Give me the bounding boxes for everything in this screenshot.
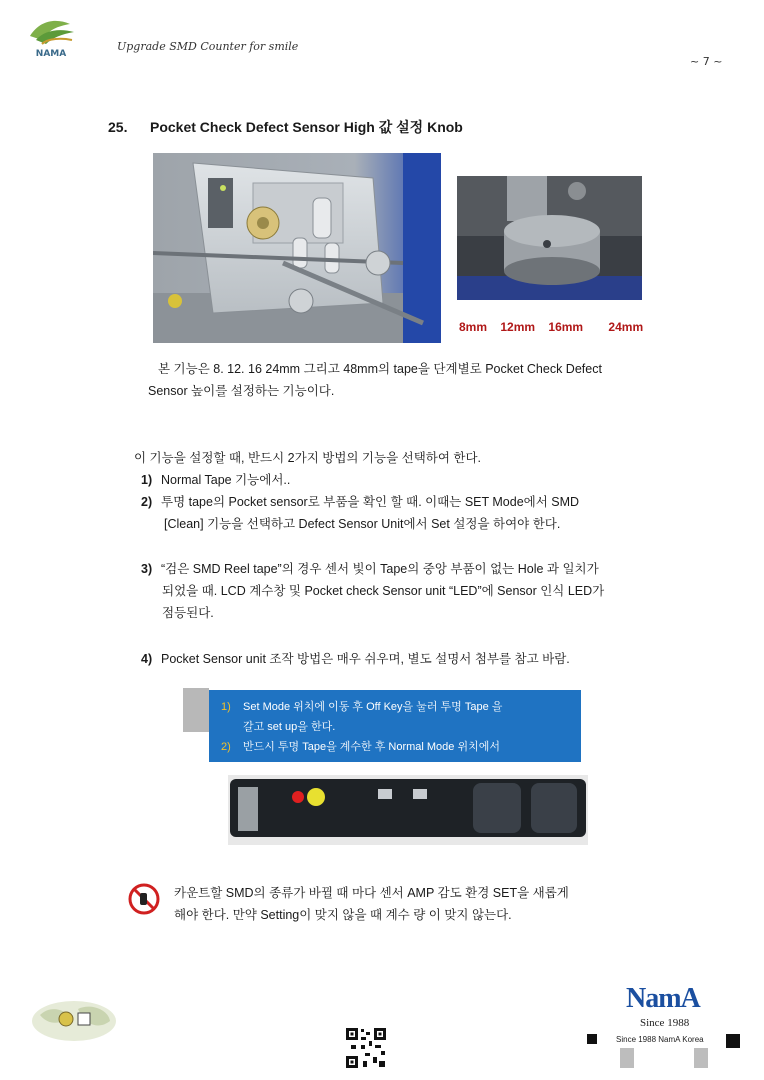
- since-text: Since 1988: [640, 1017, 690, 1029]
- box-line: Set Mode 위치에 이동 후 Off Key을 눌러 투명 Tape 을: [243, 701, 503, 713]
- sensor-unit-photo: [153, 153, 441, 343]
- page-number: ~ 7 ~: [690, 55, 723, 68]
- warning-line-2: 해야 한다. 만약 Setting이 맞지 않을 때 계수 량 이 맞지 않는다.: [174, 908, 512, 922]
- item-number: 4): [141, 652, 153, 666]
- footer-marker: [726, 1034, 740, 1048]
- section-heading: [108, 117, 463, 137]
- box-item-number: 2): [221, 741, 231, 753]
- since-small-text: Since 1988 NamA Korea: [616, 1035, 704, 1044]
- instruction-box: [209, 690, 581, 762]
- footer-marker: [587, 1034, 597, 1044]
- header-tagline: Upgrade SMD Counter for smile: [117, 40, 299, 53]
- svg-text:NAMA: NAMA: [35, 49, 67, 59]
- qr-code-icon: [345, 1027, 387, 1069]
- box-item-number: 1): [221, 701, 231, 713]
- item-text: 투명 tape의 Pocket sensor로 부품을 확인 할 때. 이때는 SET Mode에서 SMD: [161, 495, 580, 509]
- sensor-amp-photo: [228, 775, 588, 845]
- size-label: 24mm: [608, 320, 644, 334]
- world-map-logo-icon: [30, 995, 118, 1047]
- item-text: [Clean] 기능을 선택하고 Defect Sensor Unit에서 Set 설정을 하여야 한다.: [164, 517, 561, 531]
- list-item: [141, 648, 570, 670]
- item-text: 되었을 때. LCD 계수창 및 Pocket check Sensor unit “LED”에 Sensor 인식 LED가: [162, 584, 605, 598]
- knob-photo: [457, 176, 642, 300]
- list-item: [141, 469, 290, 491]
- item-text: “검은 SMD Reel tape”의 경우 센서 빛이 Tape의 중앙 부품이 없는 Hole 과 일치가: [161, 562, 599, 576]
- box-line: 반드시 투명 Tape을 계수한 후 Normal Mode 위치에서: [243, 741, 500, 753]
- size-label: 8mm: [459, 320, 488, 334]
- nama-logo-icon: [22, 14, 80, 60]
- size-label: 16mm: [548, 320, 584, 334]
- tape-size-labels: [459, 320, 653, 334]
- item-text: Normal Tape 기능에서..: [161, 473, 291, 487]
- size-label: 12mm: [500, 320, 536, 334]
- warning-line-1: 카운트할 SMD의 종류가 바뀔 때 마다 센서 AMP 감도 환경 SET을 새롭게: [174, 886, 569, 900]
- list-item: [141, 558, 599, 580]
- item-number: 1): [141, 473, 153, 487]
- no-entry-warning-icon: [128, 883, 160, 915]
- box-line: 갈고 set up을 한다.: [243, 721, 336, 733]
- lead-text: 이 기능을 설정할 때, 반드시 2가지 방법의 기능을 선택하여 한다.: [134, 451, 482, 465]
- section-title: Pocket Check Defect Sensor High 값 설정 Knob: [150, 119, 463, 135]
- brand-logo: NamA: [626, 983, 700, 1014]
- intro-line-1: 본 기능은 8. 12. 16 24mm 그리고 48mm의 tape을 단계별로 Pocket Check Defect: [158, 362, 602, 376]
- section-number: 25.: [108, 119, 128, 135]
- item-number: 3): [141, 562, 153, 576]
- list-item: [141, 491, 579, 513]
- item-text: 점등된다.: [162, 606, 214, 620]
- intro-line-2: Sensor 높이를 설정하는 기능이다.: [148, 384, 335, 398]
- item-number: 2): [141, 495, 153, 509]
- footer-marker: [694, 1048, 708, 1068]
- photo-strip: [183, 688, 209, 732]
- footer-marker: [620, 1048, 634, 1068]
- item-text: Pocket Sensor unit 조작 방법은 매우 쉬우며, 별도 설명서 첨부를 참고 바람.: [161, 652, 570, 666]
